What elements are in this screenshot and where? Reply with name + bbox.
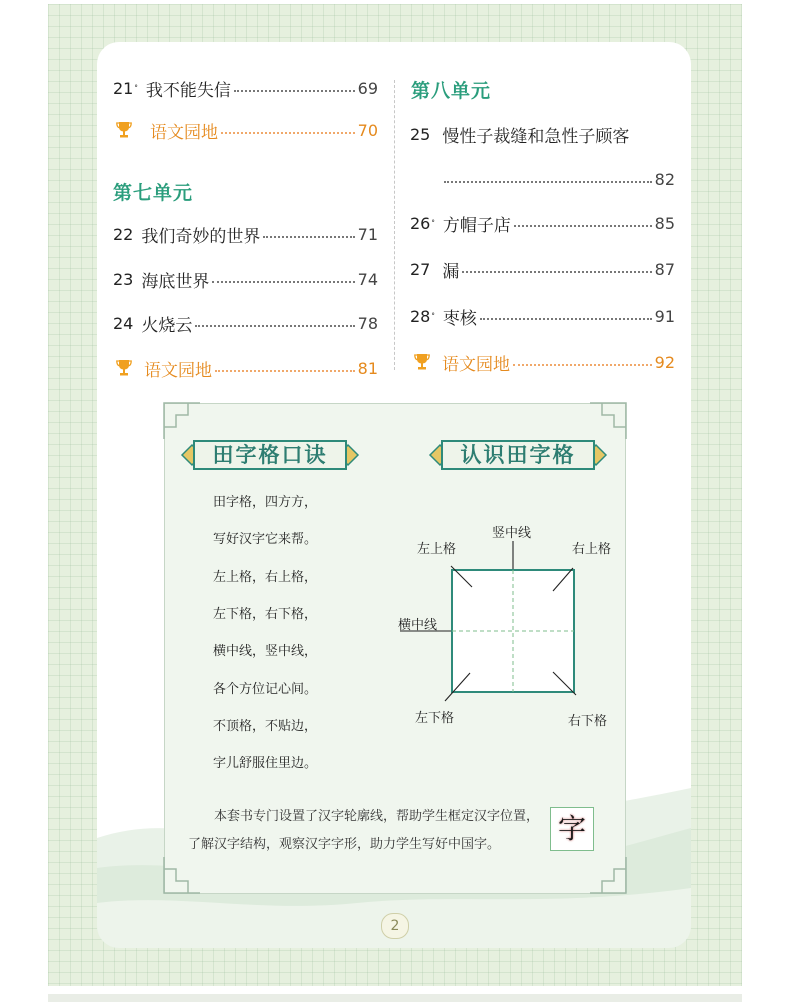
lesson-number: 22 — [113, 224, 134, 244]
lesson-number: 23 — [113, 269, 134, 289]
rhyme-line: 写好汉字它来帮。 — [213, 532, 318, 547]
toc-lesson-25-title[interactable] — [410, 122, 675, 146]
lesson-number: 28 — [410, 306, 431, 326]
leader-dots — [195, 324, 354, 327]
trophy-icon — [116, 121, 132, 139]
lesson-title: 语文园地 — [144, 360, 212, 381]
rhyme-line: 左上格，右上格， — [213, 570, 318, 585]
toc-chinese-garden-7[interactable] — [116, 356, 378, 380]
lesson-number: 24 — [113, 313, 134, 333]
page-ref: 74 — [357, 269, 378, 289]
page-ref: 85 — [654, 213, 675, 233]
unit-seven-heading: 第七单元 — [113, 182, 194, 204]
lesson-title: 方帽子店 — [442, 215, 511, 236]
lesson-number: 21 — [113, 78, 134, 98]
toc-lesson-21[interactable] — [113, 76, 378, 100]
unit-eight-heading: 第八单元 — [411, 80, 492, 102]
page-ref: 70 — [357, 120, 378, 140]
page-number: 2 — [381, 913, 409, 939]
trophy-icon — [116, 359, 132, 377]
leader-dots — [513, 363, 652, 366]
lesson-title: 语文园地 — [442, 354, 510, 375]
rhyme-line: 田字格，四方方， — [213, 495, 318, 510]
toc-chinese-garden-8[interactable] — [414, 350, 675, 374]
leader-dots — [215, 369, 355, 372]
label-horizontal-centerline: 横中线 — [398, 618, 438, 633]
toc-lesson-24[interactable] — [113, 311, 378, 335]
lesson-number: 26 — [410, 213, 431, 233]
rhyme-banner — [180, 437, 360, 473]
toc-lesson-23[interactable] — [113, 267, 378, 291]
rhyme-line: 各个方位记心间。 — [213, 682, 318, 697]
next-page-edge — [48, 994, 742, 1002]
tianzige-banner-text: 认识田字格 — [460, 443, 576, 467]
lesson-title: 慢性子裁缝和急性子顾客 — [442, 126, 630, 147]
column-divider — [394, 80, 395, 370]
leader-dots — [221, 131, 355, 134]
self-study-mark: ° — [431, 219, 435, 227]
label-top-right-cell: 右上格 — [572, 542, 612, 557]
sample-character-box: 字 — [550, 807, 594, 851]
lesson-number: 27 — [410, 259, 431, 279]
toc-lesson-22[interactable] — [113, 222, 378, 246]
toc-lesson-26[interactable] — [410, 211, 675, 235]
toc-lesson-28[interactable] — [410, 304, 675, 328]
rhyme-line: 不顶格，不贴边， — [213, 719, 318, 734]
lesson-title: 海底世界 — [141, 271, 210, 292]
leader-dots — [514, 224, 652, 227]
self-study-mark: ° — [134, 84, 138, 92]
lesson-title: 我们奇妙的世界 — [141, 226, 261, 247]
tianzige-banner — [428, 437, 608, 473]
rhyme-banner-text: 田字格口诀 — [212, 443, 328, 467]
label-bottom-left-cell: 左下格 — [415, 711, 455, 726]
lesson-title: 我不能失信 — [145, 80, 231, 101]
label-vertical-centerline: 竖中线 — [492, 526, 532, 541]
page-ref: 71 — [357, 224, 378, 244]
description-text: 本套书专门设置了汉字轮廓线，帮助学生框定汉字位置，了解汉字结构，观察汉字字形，助力学生写好中国字。 — [188, 809, 540, 852]
leader-dots — [234, 89, 355, 92]
label-bottom-right-cell: 右下格 — [568, 714, 608, 729]
page-ref: 92 — [654, 352, 675, 372]
label-top-left-cell: 左上格 — [417, 542, 457, 557]
lesson-number: 25 — [410, 124, 431, 144]
lesson-title: 语文园地 — [150, 122, 218, 143]
leader-dots — [462, 270, 651, 273]
leader-dots — [263, 235, 354, 238]
leader-dots — [444, 180, 652, 183]
rhyme-line: 左下格，右下格， — [213, 607, 318, 622]
page-ref: 87 — [654, 259, 675, 279]
lesson-title: 漏 — [442, 261, 460, 282]
leader-dots — [212, 280, 354, 283]
toc-chinese-garden-6[interactable] — [116, 118, 378, 142]
page-ref: 82 — [654, 169, 675, 189]
lesson-title: 火烧云 — [141, 315, 193, 336]
outline-description — [188, 803, 548, 859]
trophy-icon — [414, 353, 430, 371]
page-ref: 78 — [357, 313, 378, 333]
page-ref: 81 — [357, 358, 378, 378]
lesson-title: 枣核 — [442, 308, 477, 329]
toc-lesson-25-page[interactable] — [441, 167, 675, 191]
rhyme-line: 字儿舒服住里边。 — [213, 756, 318, 771]
rhyme-line: 横中线，竖中线， — [213, 644, 318, 659]
leader-dots — [480, 317, 652, 320]
page-ref: 69 — [357, 78, 378, 98]
toc-lesson-27[interactable] — [410, 257, 675, 281]
page-ref: 91 — [654, 306, 675, 326]
self-study-mark: ° — [431, 312, 435, 320]
